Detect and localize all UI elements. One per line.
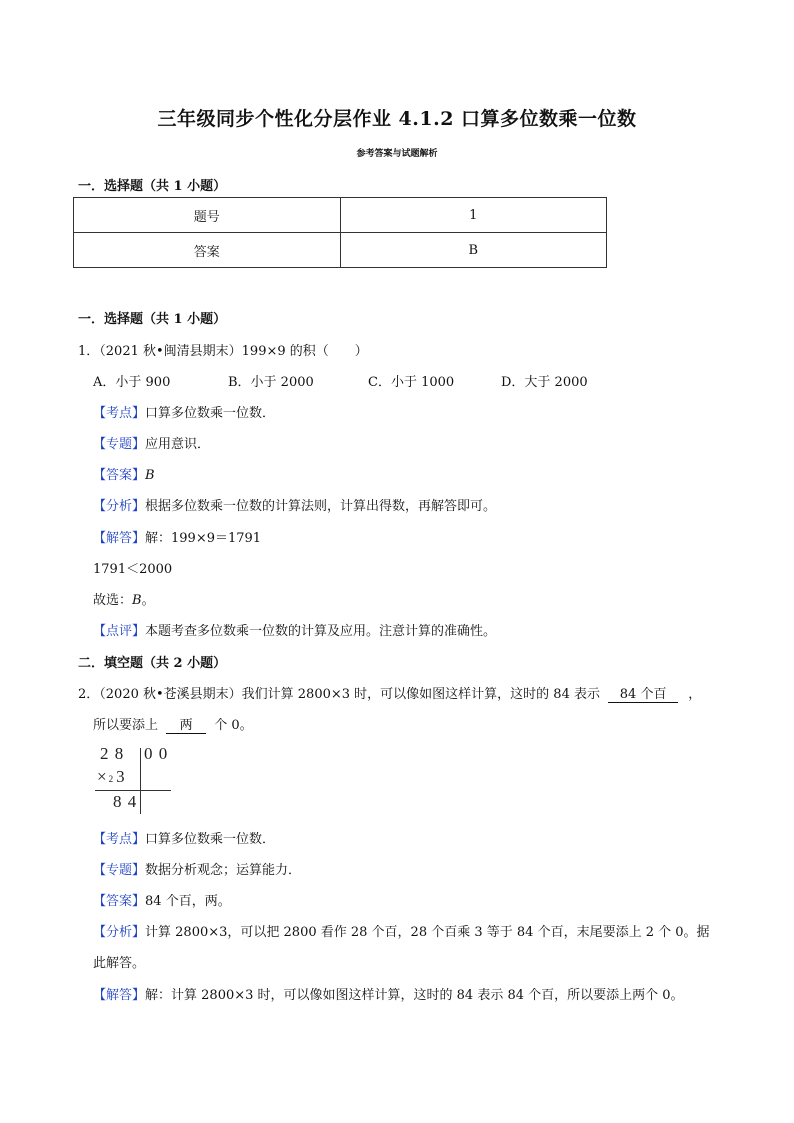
q1-kaodian: [93, 402, 275, 421]
q1-fenxi-tag: 【分析】: [93, 499, 146, 514]
question2-stem-line1: [78, 683, 701, 703]
calc-horizontal-line: [95, 790, 171, 791]
table-row: [74, 198, 607, 233]
q2-jieda-tag: 【解答】: [93, 988, 146, 1003]
page-title: 三年级同步个性化分层作业 4.1.2 口算多位数乘一位数: [157, 108, 637, 130]
q1-dianping-tag: 【点评】: [93, 624, 146, 639]
q2-kaodian-tag: 【考点】: [93, 832, 146, 847]
calc-carry: 2: [108, 774, 115, 784]
q1-jieda-line2: 1791＜2000: [93, 562, 173, 577]
q1-daan-tag: 【答案】: [93, 468, 146, 483]
table-cell: 1: [340, 198, 607, 233]
question1-stem: 1．（2021 秋•闽清县期末）199×9 的积（ ）: [78, 344, 368, 359]
page-subtitle: 参考答案与试题解析: [356, 149, 438, 159]
q2-daan: [93, 890, 231, 909]
q1-option-a: A．小于 900: [93, 375, 171, 390]
calc-row2: [97, 767, 126, 787]
calc-row1-right: 0 0: [144, 744, 169, 763]
q2-stem-a: 2．（2020 秋•苍溪县期末）我们计算 2800×3 时，可以像如图这样计算，这时的 84 表示: [78, 687, 600, 702]
q1-option-c: C．小于 1000: [368, 375, 455, 390]
q2-daan-text: 84 个百，两。: [145, 894, 231, 909]
question2-stem-line2: [93, 714, 253, 734]
q1-kaodian-tag: 【考点】: [93, 406, 146, 421]
calc-result: 8 4: [113, 792, 138, 811]
q1-dianping: [93, 620, 496, 639]
answer-section-heading: 一．选择题（共 1 小题）: [78, 179, 227, 194]
q2-blank2: 两: [166, 714, 206, 734]
table-cell: B: [340, 233, 607, 268]
q2-blank1: 84 个百: [608, 683, 678, 703]
q2-kaodian-text: 口算多位数乘一位数．: [145, 832, 276, 847]
calc-times-sign: ×: [97, 767, 108, 786]
q2-stem-d: 个 0。: [214, 718, 253, 733]
q1-zhuanti-text: 应用意识．: [145, 437, 211, 452]
q2-daan-tag: 【答案】: [93, 894, 146, 909]
q1-jieda3-var: B: [132, 593, 142, 608]
q1-fenxi: [93, 495, 496, 514]
answer-table: [73, 197, 607, 268]
q1-jieda: [93, 527, 261, 546]
q2-fenxi-line2: 此解答。: [93, 956, 146, 971]
calc-row1-left: 2 8: [100, 744, 125, 763]
q1-jieda3-prefix: 故选：: [93, 593, 133, 608]
q2-fenxi-tag: 【分析】: [93, 925, 146, 940]
q2-kaodian: [93, 828, 275, 847]
q1-zhuanti-tag: 【专题】: [93, 437, 146, 452]
q2-zhuanti-text: 数据分析观念；运算能力．: [145, 863, 302, 878]
q2-zhuanti-tag: 【专题】: [93, 863, 146, 878]
vertical-calculation-figure: [95, 744, 175, 816]
q1-jieda3-suffix: 。: [141, 593, 155, 608]
q1-fenxi-text: 根据多位数乘一位数的计算法则，计算出得数，再解答即可。: [145, 499, 497, 514]
table-row: [74, 233, 607, 268]
q2-jieda: [93, 984, 684, 1003]
q1-dianping-text: 本题考查多位数乘一位数的计算及应用。注意计算的准确性。: [145, 624, 497, 639]
q2-jieda-text: 解：计算 2800×3 时，可以像如图这样计算，这时的 84 表示 84 个百，所以要添上两个 0。: [145, 988, 684, 1003]
q2-fenxi: [93, 921, 710, 940]
table-cell: 答案: [74, 233, 341, 268]
section1-heading: 一．选择题（共 1 小题）: [78, 312, 227, 327]
calc-multiplier: 3: [116, 767, 126, 786]
q1-option-d: D．大于 2000: [501, 375, 588, 390]
table-cell: 题号: [74, 198, 341, 233]
q1-daan: [93, 464, 155, 483]
q1-daan-text: B: [145, 468, 155, 483]
q1-jieda-line3: [93, 589, 155, 608]
section2-heading: 二．填空题（共 2 小题）: [78, 656, 227, 671]
q1-kaodian-text: 口算多位数乘一位数．: [145, 406, 276, 421]
q2-zhuanti: [93, 859, 301, 878]
q2-stem-c: 所以要添上: [93, 718, 159, 733]
q2-stem-b: ，: [688, 687, 702, 702]
q1-jieda-text: 解：199×9＝1791: [145, 531, 262, 546]
calc-vertical-line: [140, 748, 141, 814]
q1-jieda-tag: 【解答】: [93, 531, 146, 546]
q1-option-b: B．小于 2000: [228, 375, 314, 390]
q2-fenxi-text: 计算 2800×3，可以把 2800 看作 28 个百，28 个百乘 3 等于 84 个百，末尾要添上 2 个 0。据: [145, 925, 710, 940]
q1-zhuanti: [93, 433, 210, 452]
